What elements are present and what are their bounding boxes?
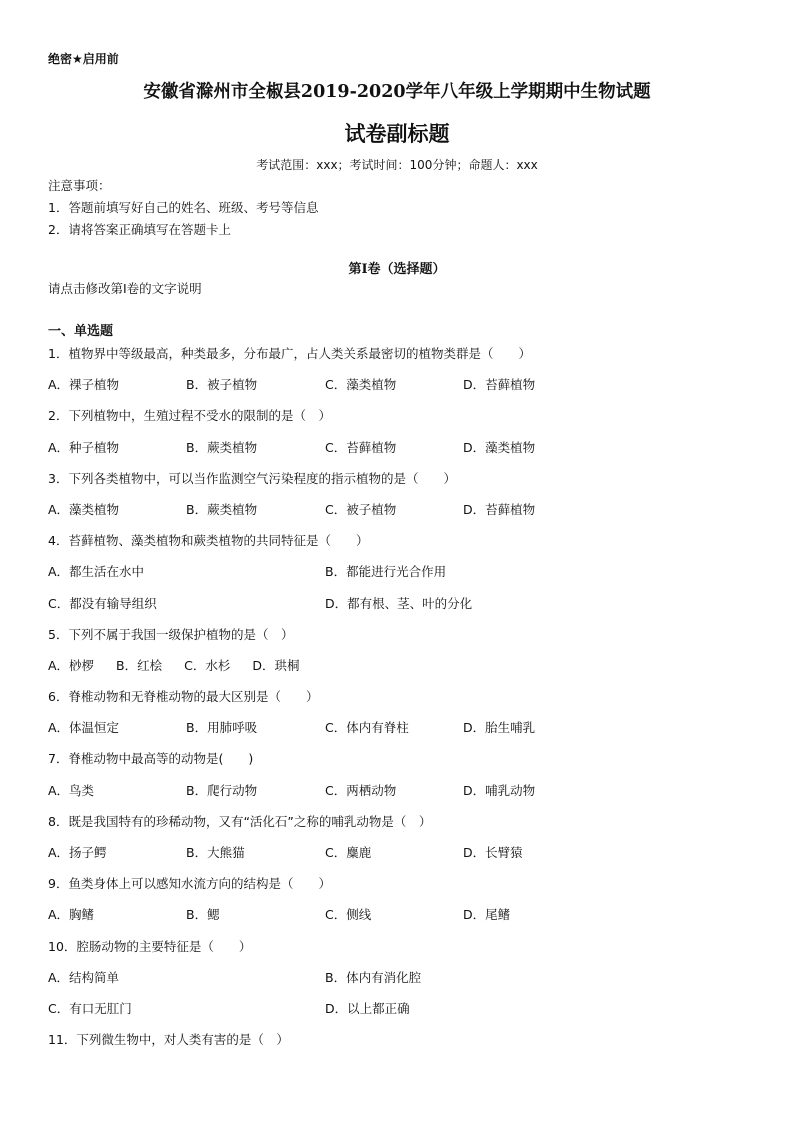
exam-subtitle: 试卷副标题	[344, 121, 450, 146]
option: B．被子植物	[186, 377, 258, 393]
question-stem: 6．脊椎动物和无脊椎动物的最大区别是（ ）	[48, 689, 319, 705]
option-row	[48, 903, 768, 934]
option: C．藻类植物	[325, 377, 397, 393]
option: B．鳃	[186, 907, 220, 923]
part-title: 一、单选题	[48, 324, 114, 339]
notes-block	[48, 175, 318, 241]
option-row	[48, 592, 768, 623]
option-row	[48, 997, 768, 1028]
question-stem: 3．下列各类植物中，可以当作监测空气污染程度的指示植物的是（ ）	[48, 470, 456, 486]
option: A．裸子植物	[48, 377, 120, 393]
option: C．有口无肛门	[48, 1000, 132, 1016]
section-note: 请点击修改第I卷的文字说明	[48, 281, 202, 296]
option: B．用肺呼吸	[186, 720, 258, 736]
option: D．藻类植物	[463, 439, 536, 455]
option: B．红桧	[116, 657, 163, 673]
question-stem: 11．下列微生物中，对人类有害的是（ ）	[48, 1032, 289, 1048]
option: A．鸟类	[48, 782, 95, 798]
option: C．苔藓植物	[325, 439, 397, 455]
option: B．爬行动物	[186, 782, 258, 798]
option: B．蕨类植物	[186, 439, 258, 455]
notes-heading: 注意事项：	[48, 178, 111, 193]
question-stem: 9．鱼类身体上可以感知水流方向的结构是（ ）	[48, 876, 331, 892]
option-row	[48, 373, 768, 404]
option: A．种子植物	[48, 439, 120, 455]
question-stem: 1．植物界中等级最高，种类最多，分布最广，占人类关系最密切的植物类群是（ ）	[48, 346, 531, 361]
option: A．藻类植物	[48, 501, 120, 517]
option: D．长臂猿	[463, 845, 523, 860]
option: C．水杉	[184, 657, 231, 673]
question-stem: 5．下列不属于我国一级保护植物的是（ ）	[48, 626, 294, 642]
exam-info: 考试范围：xxx；考试时间：100分钟；命题人：xxx	[256, 158, 538, 172]
option: D．哺乳动物	[463, 782, 536, 798]
option: A．桫椤	[48, 657, 95, 673]
option-row	[48, 779, 768, 810]
option: B．蕨类植物	[186, 501, 258, 517]
option-row	[48, 654, 768, 685]
option-row	[48, 716, 768, 747]
option: A．结构简单	[48, 969, 120, 985]
option: D．珙桐	[252, 657, 300, 673]
question-stem: 10．腔肠动物的主要特征是（ ）	[48, 938, 252, 954]
option: A．胸鳍	[48, 907, 95, 923]
option: C．两栖动物	[325, 782, 397, 798]
question-stem: 4．苔藓植物、藻类植物和蕨类植物的共同特征是（ ）	[48, 533, 369, 549]
option: D．都有根、茎、叶的分化	[325, 595, 473, 611]
option: A．扬子鳄	[48, 845, 107, 860]
exam-title: 安徽省滁州市全椒县2019-2020学年八年级上学期期中生物试题	[143, 82, 651, 102]
option: C．侧线	[325, 907, 372, 923]
option: D．苔藓植物	[463, 377, 536, 393]
option: B．都能进行光合作用	[325, 564, 447, 580]
option: D．以上都正确	[325, 1000, 410, 1016]
question-stem: 2．下列植物中，生殖过程不受水的限制的是（ ）	[48, 408, 331, 424]
notes-item: 2．请将答案正确填写在答题卡上	[48, 222, 231, 237]
option: B．体内有消化腔	[325, 969, 422, 985]
confidential-mark: 绝密★启用前	[48, 52, 119, 66]
option: C．都没有输导组织	[48, 595, 157, 611]
option-row	[48, 966, 768, 997]
option: C．体内有脊柱	[325, 720, 409, 736]
question-stem: 7．脊椎动物中最高等的动物是( )	[48, 751, 254, 767]
notes-item: 1．答题前填写好自己的姓名、班级、考号等信息	[48, 200, 319, 215]
option: C．麋鹿	[325, 845, 372, 860]
option: D．尾鳍	[463, 907, 511, 923]
option-row	[48, 498, 768, 529]
option-row	[48, 841, 768, 872]
option: D．胎生哺乳	[463, 720, 536, 736]
option-row	[48, 436, 768, 467]
option-row	[48, 560, 768, 591]
option: A．体温恒定	[48, 720, 120, 736]
option: D．苔藓植物	[463, 501, 536, 517]
option: B．大熊猫	[186, 845, 245, 860]
section-heading: 第I卷（选择题）	[348, 262, 446, 277]
option: C．被子植物	[325, 501, 397, 517]
option: A．都生活在水中	[48, 564, 145, 580]
question-stem: 8．既是我国特有的珍稀动物，又有“活化石”之称的哺乳动物是（ ）	[48, 813, 432, 829]
question-list	[48, 342, 768, 1059]
